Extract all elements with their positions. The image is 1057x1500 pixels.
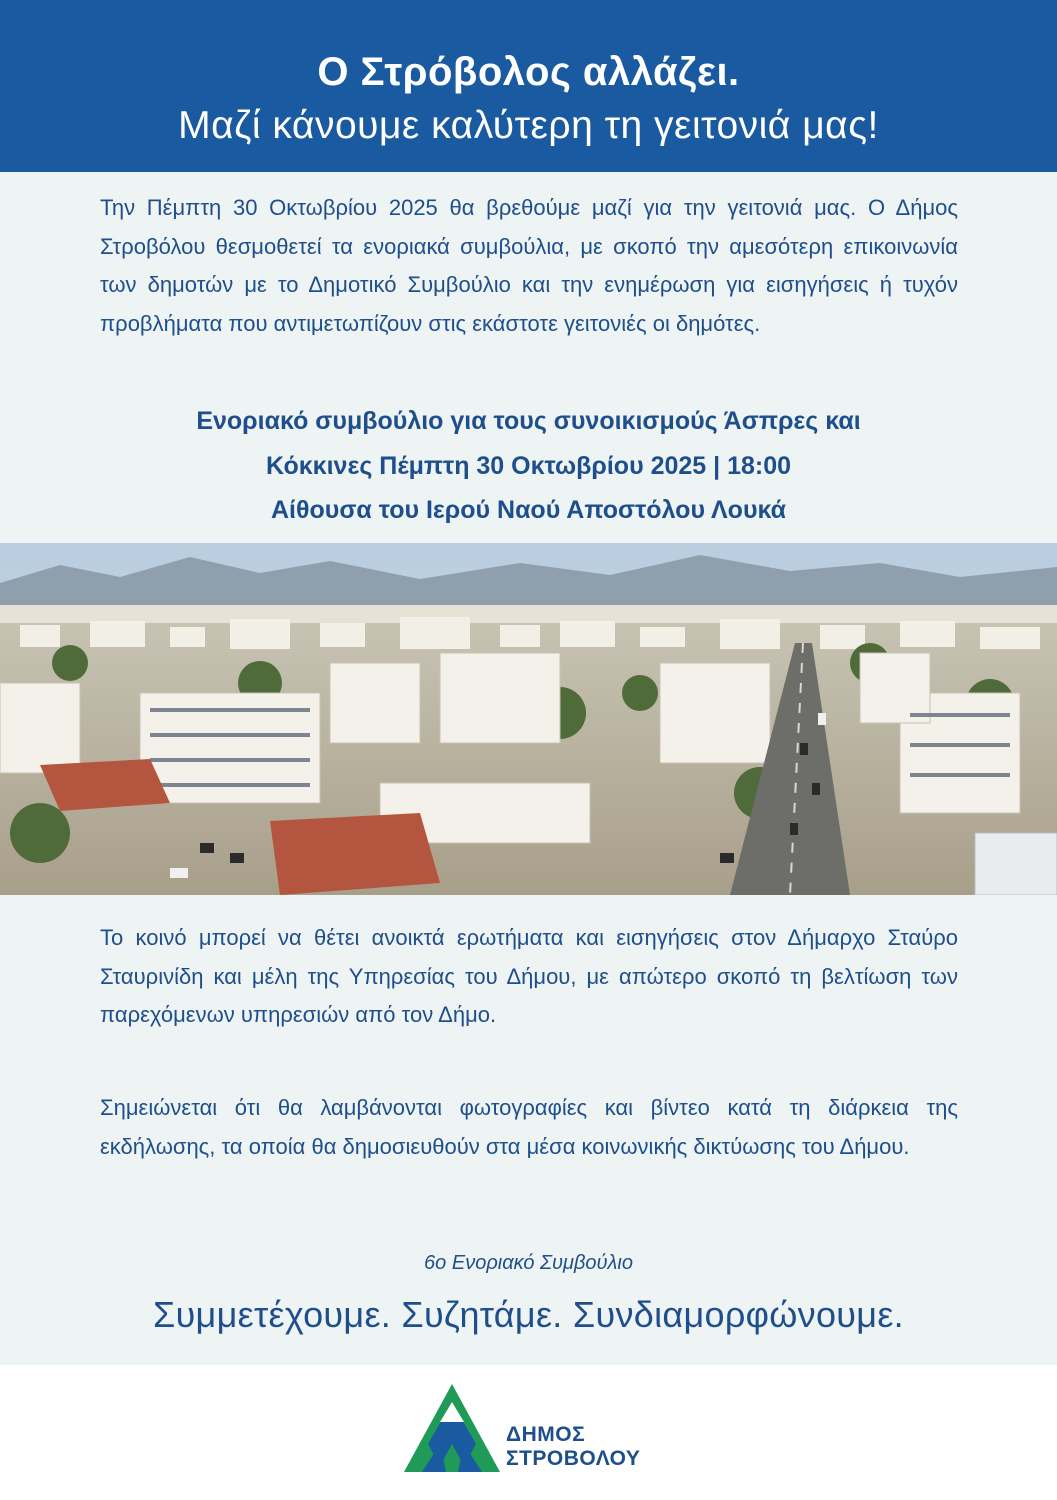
body-paragraph-1: Το κοινό μπορεί να θέτει ανοικτά ερωτήματα και εισηγήσεις στον Δήμαρχο Σταύρο Σταυρινίδη και μέλη της Υπηρεσίας του Δήμου, με απώτερο σκοπό τη βελτίωση των παρεχόμενων υπηρεσιών από τον Δήμο. xyxy=(100,925,958,1027)
intro-paragraph: Την Πέμπτη 30 Οκτωβρίου 2025 θα βρεθούμε μαζί για την γειτονιά μας. Ο Δήμος Στροβόλου θεσμοθετεί τα ενοριακά συμβούλια, με σκοπό την αμεσότερη επικοινωνία των δημοτών με το Δημοτικό Συμβούλιο και την ενημέρωση για εισηγήσεις ή τυχόν προβλήματα που αντιμετωπίζουν στις εκάστοτε γειτονιές οι δημότες. xyxy=(100,195,958,336)
header-banner xyxy=(0,0,1057,172)
page-title: Ο Στρόβολος αλλάζει. xyxy=(317,50,740,94)
page-subtitle: Μαζί κάνουμε καλύτερη τη γειτονιά μας! xyxy=(178,104,879,147)
event-line-3: Αίθουσα του Ιερού Ναού Αποστόλου Λουκά xyxy=(270,496,786,524)
logo-text-line-2: ΣΤΡΟΒΟΛΟΥ xyxy=(506,1447,641,1470)
city-aerial-photo xyxy=(0,543,1057,895)
body-paragraph-2: Σημειώνεται ότι θα λαμβάνονται φωτογραφίες και βίντεο κατά τη διάρκεια της εκδήλωσης, τα οποία θα δημοσιευθούν στα μέσα κοινωνικής δικτύωσης του Δήμου. xyxy=(100,1095,958,1159)
triangle-logo-icon xyxy=(402,1382,502,1474)
council-number: 6ο Ενοριακό Συμβούλιο xyxy=(424,1252,633,1274)
event-line-2: Κόκκινες Πέμπτη 30 Οκτωβρίου 2025 | 18:00 xyxy=(265,452,792,480)
logo-text-line-1: ΔΗΜΟΣ xyxy=(506,1423,586,1446)
slogan: Συμμετέχουμε. Συζητάμε. Συνδιαμορφώνουμε. xyxy=(153,1294,904,1335)
event-line-1: Ενοριακό συμβούλιο για τους συνοικισμούς Άσπρες και xyxy=(196,407,861,435)
